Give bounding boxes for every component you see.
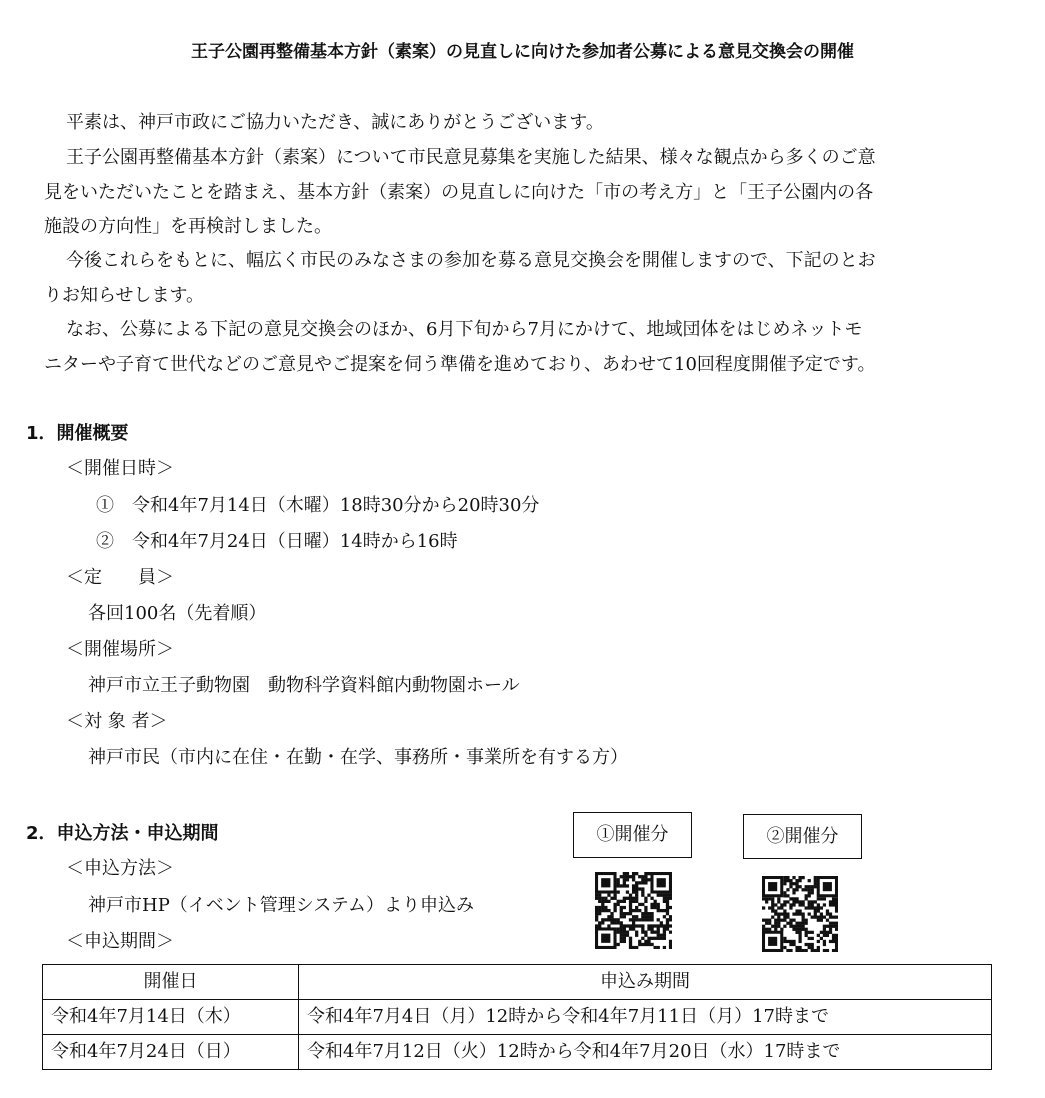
page-title: 王子公園再整備基本方針（素案）の見直しに向けた参加者公募による意見交換会の開催 [191,42,854,62]
capacity-label: ＜定 員＞ [66,567,174,588]
venue-value: 神戸市立王子動物園 動物科学資料館内動物園ホール [88,675,520,696]
table-header-cell: 申込み期間 [299,965,992,1000]
table-cell-period: 令和4年7月12日（火）12時から令和4年7月20日（水）17時まで [299,1035,992,1070]
target-label: ＜対 象 者＞ [66,711,168,732]
table-cell-date: 令和4年7月14日（木） [43,1000,299,1035]
qr2-label: ②開催分 [766,826,839,847]
table-header-cell: 開催日 [43,965,299,1000]
intro-line: 平素は、神戸市政にご協力いただき、誠にありがとうございます。 [66,112,604,133]
qr1-label-box [573,812,692,858]
intro-line: 施設の方向性」を再検討しました。 [44,216,332,237]
capacity-value: 各回100名（先着順） [88,603,267,624]
datetime-label: ＜開催日時＞ [66,458,174,479]
intro-line: りお知らせします。 [44,285,205,306]
intro-line: 今後これらをもとに、幅広く市民のみなさまの参加を募る意見交換会を開催しますので、下記のとお [66,250,876,271]
section-heading: 1．開催概要 [26,423,129,444]
intro-line: ニターや子育て世代などのご意見やご提案を伺う準備を進めており、あわせて10回程度開催予定です。 [44,354,876,375]
table-row [43,1000,992,1035]
session-1: ① 令和4年7月14日（木曜）18時30分から20時30分 [96,495,540,516]
venue-label: ＜開催場所＞ [66,639,174,660]
session-2: ② 令和4年7月24日（日曜）14時から16時 [96,531,458,552]
section-heading: 2．申込方法・申込期間 [26,823,219,844]
method-label: ＜申込方法＞ [66,858,174,879]
table-row [43,1035,992,1070]
table-header-row [43,965,992,1000]
intro-line: 王子公園再整備基本方針（素案）について市民意見募集を実施した結果、様々な観点から多くのご意 [66,147,876,168]
method-value: 神戸市HP（イベント管理システム）より申込み [88,895,475,916]
qr-code-icon[interactable] [595,872,672,949]
period-label: ＜申込期間＞ [66,931,174,952]
qr2-label-box [743,814,862,859]
intro-line: 見をいただいたことを踏まえ、基本方針（素案）の見直しに向けた「市の考え方」と「王子公園内の各 [44,182,874,203]
target-value: 神戸市民（市内に在住・在勤・在学、事務所・事業所を有する方） [88,747,628,768]
qr-code-icon[interactable] [762,876,838,952]
qr1-label: ①開催分 [596,824,669,845]
application-period-table [42,964,992,1070]
table-cell-date: 令和4年7月24日（日） [43,1035,299,1070]
intro-line: なお、公募による下記の意見交換会のほか、6月下旬から7月にかけて、地域団体をはじめネットモ [66,319,863,340]
table-cell-period: 令和4年7月4日（月）12時から令和4年7月11日（月）17時まで [299,1000,992,1035]
